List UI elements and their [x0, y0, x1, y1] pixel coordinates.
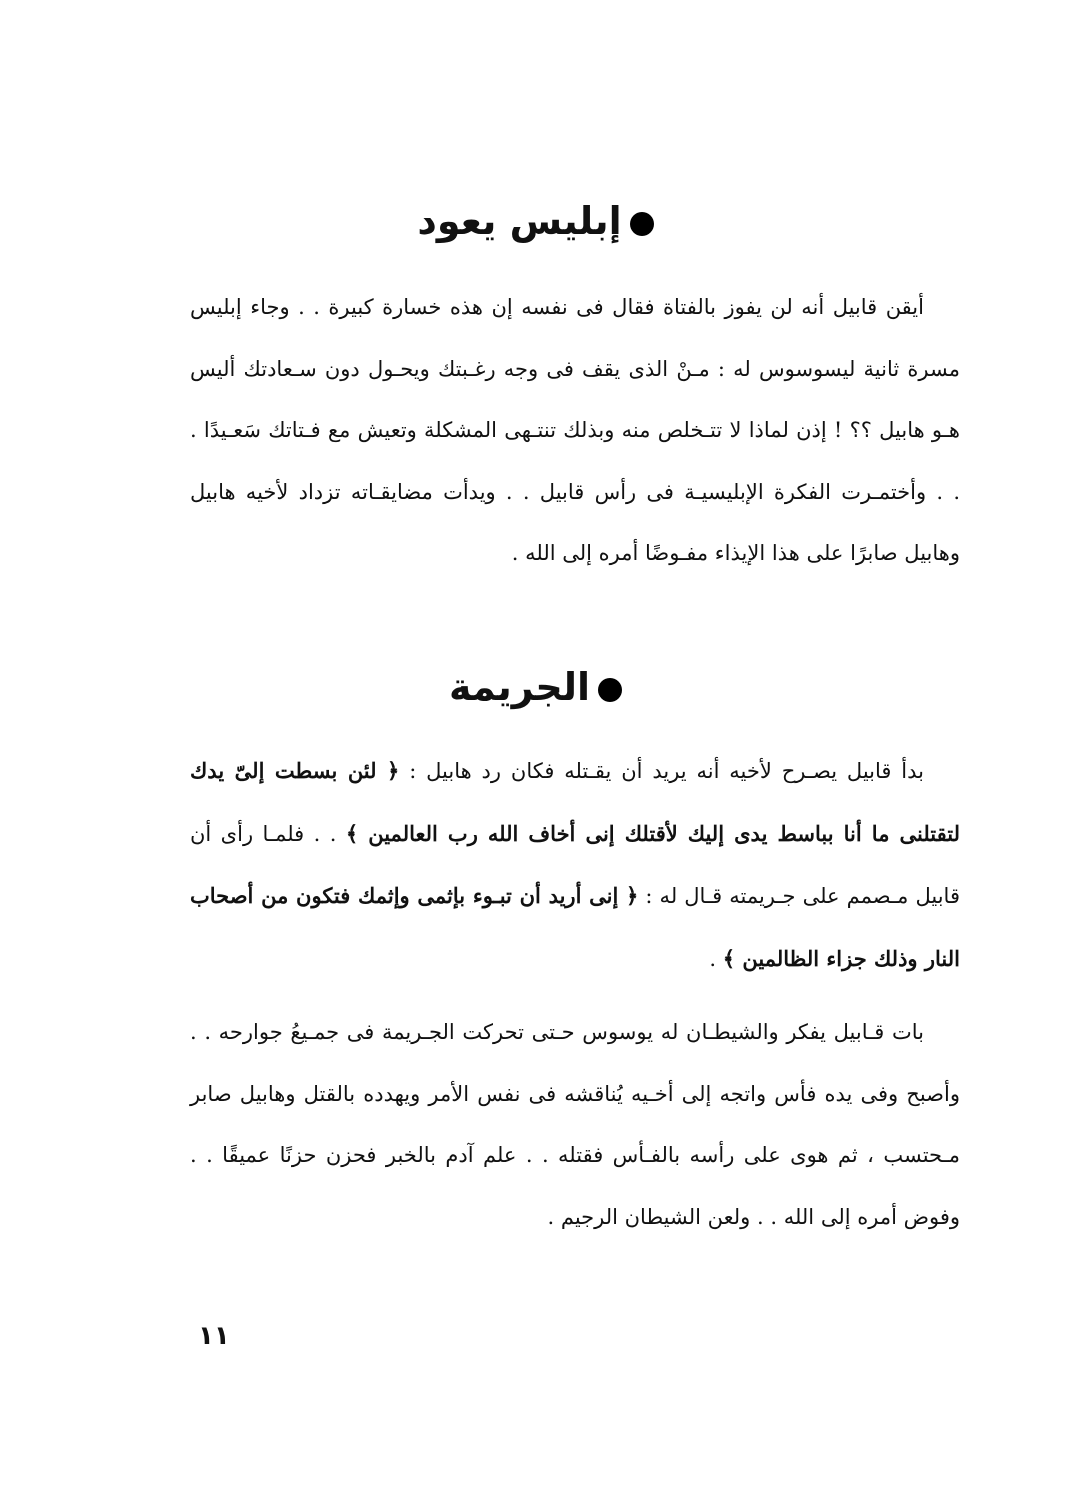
- paragraph-text: بات قـابيل يفكر والشيطـان له يوسوس حـتى تحركت الجـريمة فى جمـيعُ جوارحه . . وأصبح وفى يده فأس واتجه إلى أخـيه يُناقشه فى نفس الأمر ويهدده بالقتل وهابيل صابر مـحتسب ، ثم هوى على رأسه بالفـأس فقتله . . علم آدم بالخبر فحزن حزنًا عميقًا . . وفوض أمره إلى الله . . ولعن الشيطان الرجيم .: [190, 1020, 960, 1229]
- section-paragraph-crime-2: [190, 1002, 960, 1248]
- section-paragraph-crime-1: [190, 740, 960, 990]
- paragraph-text: .: [709, 946, 723, 971]
- paragraph-text: بدأ قابيل يصـرح لأخيه أنه يريد أن يقـتله فكان رد هابيل :: [399, 759, 924, 783]
- section-title-iblis-returns: [0, 196, 1071, 246]
- bullet-dot-icon: [598, 678, 622, 702]
- section-title-text: إبليس يعود: [417, 199, 622, 243]
- quran-quote: ﴿ لئن بسطت إلىّ يدك لتقتلنى ما أنا بباسط يدى إليك لأقتلك إنى أخاف الله رب العالمين ﴾: [190, 758, 960, 846]
- quran-quote: ﴿ إنى أريد أن تبـوء بإثمى وإثمك فتكون من أصحاب النار وذلك جزاء الظالمين ﴾: [190, 883, 960, 971]
- section-title-crime: [0, 662, 1071, 712]
- section-title-text: الجريمة: [448, 665, 591, 709]
- bullet-dot-icon: [630, 212, 654, 236]
- paragraph-text: أيقن قابيل أنه لن يفوز بالفتاة فقال فى نفسه إن هذه خسارة كبيرة . . وجاء إبليس مسرة ثانية ليسوسوس له : مـنْ الذى يقف فى وجه رغـبتك ويحـول دون سـعادتك أليس هـو هابيل ؟؟ ! إذن لماذا لا تتـخلص منه وبذلك تنتـهى المشكلة وتعيش مع فـتاتك سَعـيدًا . . . وأختمـرت الفكرة الإبليسيـة فى رأس قابيل . . ويدأت مضايقـاته تزداد لأخيه هابيل وهابيل صابرًا على هذا الإيذاء مفـوضًا أمره إلى الله .: [190, 295, 960, 565]
- section-paragraph-iblis: [190, 277, 960, 585]
- page-number: ١١: [198, 1321, 230, 1351]
- paragraph-text: . . فلمـا رأى أن قابيل مـصمم على جـريمته قـال له :: [190, 821, 960, 908]
